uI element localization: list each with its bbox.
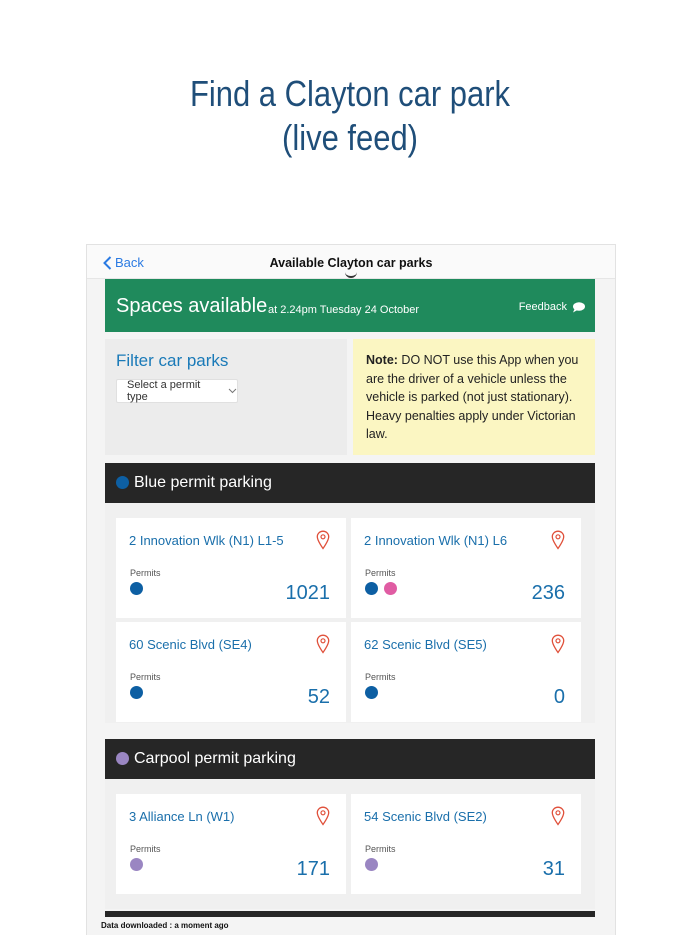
map-pin-icon[interactable] <box>551 806 565 826</box>
available-spaces-count: 52 <box>307 686 330 708</box>
available-spaces-count: 1021 <box>285 582 330 604</box>
filter-title: Filter car parks <box>116 351 229 370</box>
data-status: Data downloaded : a moment ago <box>101 921 229 930</box>
map-pin-icon[interactable] <box>551 530 565 550</box>
permits-label: Permits <box>130 568 161 578</box>
car-park-name: 60 Scenic Blvd (SE4) <box>129 637 252 652</box>
carpool-permit-dot-icon <box>365 858 378 871</box>
map-pin-icon[interactable] <box>316 634 330 654</box>
available-spaces-count: 0 <box>553 686 565 708</box>
permits-label: Permits <box>365 672 396 682</box>
blue-permit-section-label: Blue permit parking <box>134 474 272 491</box>
filter-panel <box>105 339 347 455</box>
pull-handle-icon <box>345 272 357 278</box>
carpool-permit-dot-icon <box>130 858 143 871</box>
note-label: Note: <box>366 353 398 367</box>
app-screen <box>86 244 616 935</box>
blue-permit-dot-icon <box>365 686 378 699</box>
carpool-permit-section-header <box>105 739 595 779</box>
car-park-card[interactable] <box>116 622 346 722</box>
page-headline <box>49 72 651 160</box>
permits-label: Permits <box>365 844 396 854</box>
permit-dots <box>130 858 143 871</box>
blue-permit-dot-icon <box>130 582 143 595</box>
permit-dots <box>365 582 397 595</box>
car-park-name: 2 Innovation Wlk (N1) L6 <box>364 533 508 548</box>
car-park-name: 3 Alliance Ln (W1) <box>129 809 235 824</box>
permit-dots <box>365 858 378 871</box>
feedback-button[interactable] <box>519 301 585 313</box>
carpool-permit-dot-icon <box>116 752 129 765</box>
permit-dots <box>365 686 378 699</box>
permits-label: Permits <box>365 568 396 578</box>
permits-label: Permits <box>130 672 161 682</box>
banner-title: Spaces available <box>116 295 268 317</box>
car-park-name: 2 Innovation Wlk (N1) L1-5 <box>129 533 284 548</box>
car-park-card[interactable] <box>351 794 581 894</box>
feedback-label: Feedback <box>518 301 567 313</box>
safety-note <box>353 339 595 455</box>
next-section-header-edge <box>105 911 595 917</box>
blue-permit-section-header <box>105 463 595 503</box>
blue-permit-dot-icon <box>130 686 143 699</box>
nav-title: Available Clayton car parks <box>269 256 433 270</box>
back-label: Back <box>115 255 144 270</box>
blue-permit-dot-icon <box>116 476 129 489</box>
map-pin-icon[interactable] <box>551 634 565 654</box>
carpool-permit-section-label: Carpool permit parking <box>134 750 296 767</box>
available-spaces-count: 31 <box>542 858 565 880</box>
map-pin-icon[interactable] <box>316 530 330 550</box>
blue-permit-dot-icon <box>365 582 378 595</box>
available-spaces-count: 236 <box>531 582 565 604</box>
note-text: DO NOT use this App when you are the driver of a vehicle unless the vehicle is parked (not just stationary). Heavy penalties apply under Victorian law. <box>366 353 579 441</box>
chevron-down-icon <box>228 388 237 394</box>
speech-bubble-icon <box>572 302 585 313</box>
car-park-name: 62 Scenic Blvd (SE5) <box>364 637 487 652</box>
permit-type-select[interactable] <box>116 379 238 403</box>
permit-dots <box>130 582 143 595</box>
pink-permit-dot-icon <box>384 582 397 595</box>
available-spaces-count: 171 <box>296 858 330 880</box>
blue-permit-cards <box>105 503 595 723</box>
car-park-name: 54 Scenic Blvd (SE2) <box>364 809 487 824</box>
permit-type-select-value: Select a permit type <box>127 379 201 403</box>
permit-dots <box>130 686 143 699</box>
car-park-card[interactable] <box>351 518 581 618</box>
map-pin-icon[interactable] <box>316 806 330 826</box>
headline-line-1: Find a Clayton car park <box>189 73 511 114</box>
spaces-banner <box>105 279 595 332</box>
headline-line-2: (live feed) <box>282 117 418 158</box>
nav-bar <box>87 245 615 279</box>
banner-timestamp: at 2.24pm Tuesday 24 October <box>268 304 420 316</box>
carpool-permit-cards <box>105 779 595 909</box>
car-park-card[interactable] <box>116 518 346 618</box>
permits-label: Permits <box>130 844 161 854</box>
car-park-card[interactable] <box>116 794 346 894</box>
car-park-card[interactable] <box>351 622 581 722</box>
